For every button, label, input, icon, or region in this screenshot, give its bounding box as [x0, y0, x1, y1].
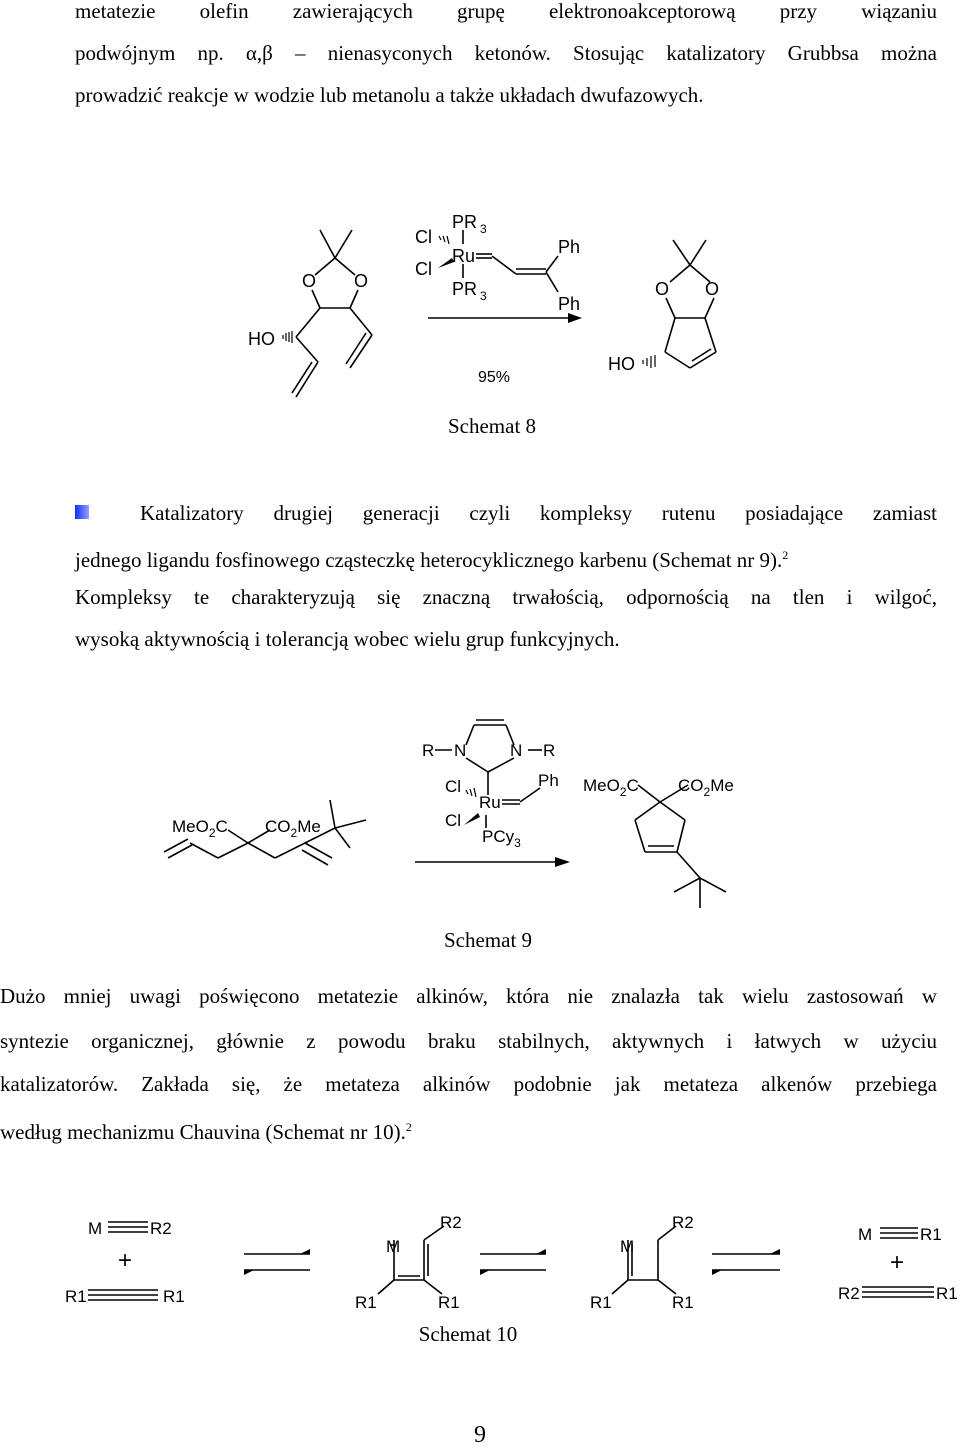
- scheme8-hydroxyl-left: HO: [248, 329, 275, 349]
- scheme8-pr-top: PR: [452, 212, 478, 232]
- scheme-10-caption: Schemat 10: [418, 1322, 518, 1346]
- scheme9-n-left: N: [454, 741, 467, 760]
- paragraph-3-line-1: Dużo mniej uwagi poświęcono metatezie alkinów, która nie znalazła tak wielu zastosowań w: [0, 984, 937, 1008]
- scheme-8-caption: Schemat 8: [447, 414, 537, 438]
- scheme10-r1-3b: R1: [672, 1293, 694, 1312]
- scheme9-n-right: N: [510, 741, 523, 760]
- scheme10-m-1: M: [88, 1219, 103, 1238]
- scheme8-pr-bottom: PR: [452, 279, 478, 299]
- scheme10-r1-4b: R1: [936, 1284, 958, 1303]
- scheme10-plus-1: +: [118, 1247, 133, 1274]
- scheme8-ru: Ru: [452, 246, 476, 266]
- scheme8-product-hydroxyl: HO: [608, 354, 635, 374]
- scheme9-cl-top: Cl: [445, 777, 462, 796]
- scheme9-pcy: PCy$_3$: [482, 827, 521, 850]
- scheme10-r1-1a: R1: [65, 1287, 87, 1306]
- scheme10-r2-2: R2: [440, 1213, 462, 1232]
- scheme9-r-left: R: [422, 741, 435, 760]
- paragraph-3-line-4: [0, 1106, 937, 1153]
- paragraph-1-line-1: metatezie olefin zawierających grupę elektronoakceptorową przy wiązaniu: [75, 0, 937, 23]
- scheme8-oxygen-right: O: [354, 271, 369, 291]
- bullet-icon: [75, 505, 89, 519]
- scheme8-product-oxygen-right: O: [705, 279, 720, 299]
- scheme10-r1-1b: R1: [163, 1287, 185, 1306]
- scheme10-r2-4: R2: [838, 1284, 860, 1303]
- scheme8-pr-top-subscript: 3: [480, 222, 487, 236]
- paragraph-3-line-4-text: według mechanizmu Chauvina (Schemat nr 10).: [0, 1120, 406, 1144]
- scheme8-oxygen-left: O: [302, 271, 317, 291]
- paragraph-2-line-1: Katalizatory drugiej generacji czyli kompleksy rutenu posiadające zamiast: [140, 501, 937, 525]
- paragraph-1-line-2: podwójnym np. α,β – nienasyconych ketonów. Stosując katalizatory Grubbsa można: [75, 41, 937, 65]
- scheme8-yield: 95%: [478, 369, 511, 386]
- scheme9-product-ester-right: $CO_2Me$: [678, 776, 734, 799]
- scheme10-r1-3a: R1: [590, 1293, 612, 1312]
- scheme8-phenyl-bottom: Ph: [558, 294, 581, 314]
- scheme10-m-2: M: [386, 1237, 401, 1256]
- scheme10-r1-4: R1: [920, 1225, 942, 1244]
- scheme9-ru: Ru: [479, 793, 501, 812]
- paragraph-3-line-2: syntezie organicznej, głównie z powodu braku stabilnych, aktywnych i łatwych w użyciu: [0, 1029, 937, 1053]
- scheme9-r-right: R: [543, 741, 556, 760]
- scheme10-m-3: M: [620, 1237, 635, 1256]
- paragraph-2-line-2: [75, 534, 937, 581]
- scheme9-cl-bottom: Cl: [445, 811, 462, 830]
- scheme-9-caption: Schemat 9: [443, 928, 533, 952]
- paragraph-1-line-3: prowadzić reakcje w wodzie lub metanolu a także układach dwufazowych.: [75, 83, 704, 107]
- paragraph-2-line-3: Kompleksy te charakteryzują się znaczną trwałością, odpornością na tlen i wilgoć,: [75, 585, 937, 609]
- scheme10-m-4: M: [858, 1225, 873, 1244]
- page-number: 9: [474, 1422, 486, 1448]
- scheme8-pr-bottom-subscript: 3: [480, 289, 487, 303]
- paragraph-3-line-3: katalizatorów. Zakłada się, że metateza alkinów podobnie jak metateza alkenów przebiega: [0, 1072, 937, 1096]
- scheme10-r1-2a: R1: [355, 1293, 377, 1312]
- scheme10-plus-2: +: [890, 1249, 905, 1276]
- paragraph-2-line-2-text: jednego ligandu fosfinowego cząsteczkę heterocyklicznego karbenu (Schemat nr 9).: [75, 548, 783, 572]
- scheme8-product-oxygen-left: O: [655, 279, 670, 299]
- scheme9-product-ester-left: MeO$_2$C: [583, 776, 639, 799]
- scheme9-phenyl: Ph: [538, 771, 559, 790]
- reference-superscript: 2: [782, 548, 789, 562]
- scheme10-r2-1: R2: [150, 1219, 172, 1238]
- scheme10-r2-3: R2: [672, 1213, 694, 1232]
- reference-superscript: 2: [405, 1120, 412, 1134]
- scheme8-cl-top: Cl: [415, 227, 432, 247]
- scheme8-cl-bottom: Cl: [415, 259, 432, 279]
- scheme9-reactant-ester-left: MeO$_2$C: [172, 817, 228, 840]
- scheme9-reactant-ester-right: $CO_2Me$: [265, 817, 321, 840]
- paragraph-2-line-4: wysoką aktywnością i tolerancją wobec wielu grup funkcyjnych.: [75, 627, 620, 651]
- scheme8-phenyl-top: Ph: [558, 237, 581, 257]
- scheme10-r1-2b: R1: [438, 1293, 460, 1312]
